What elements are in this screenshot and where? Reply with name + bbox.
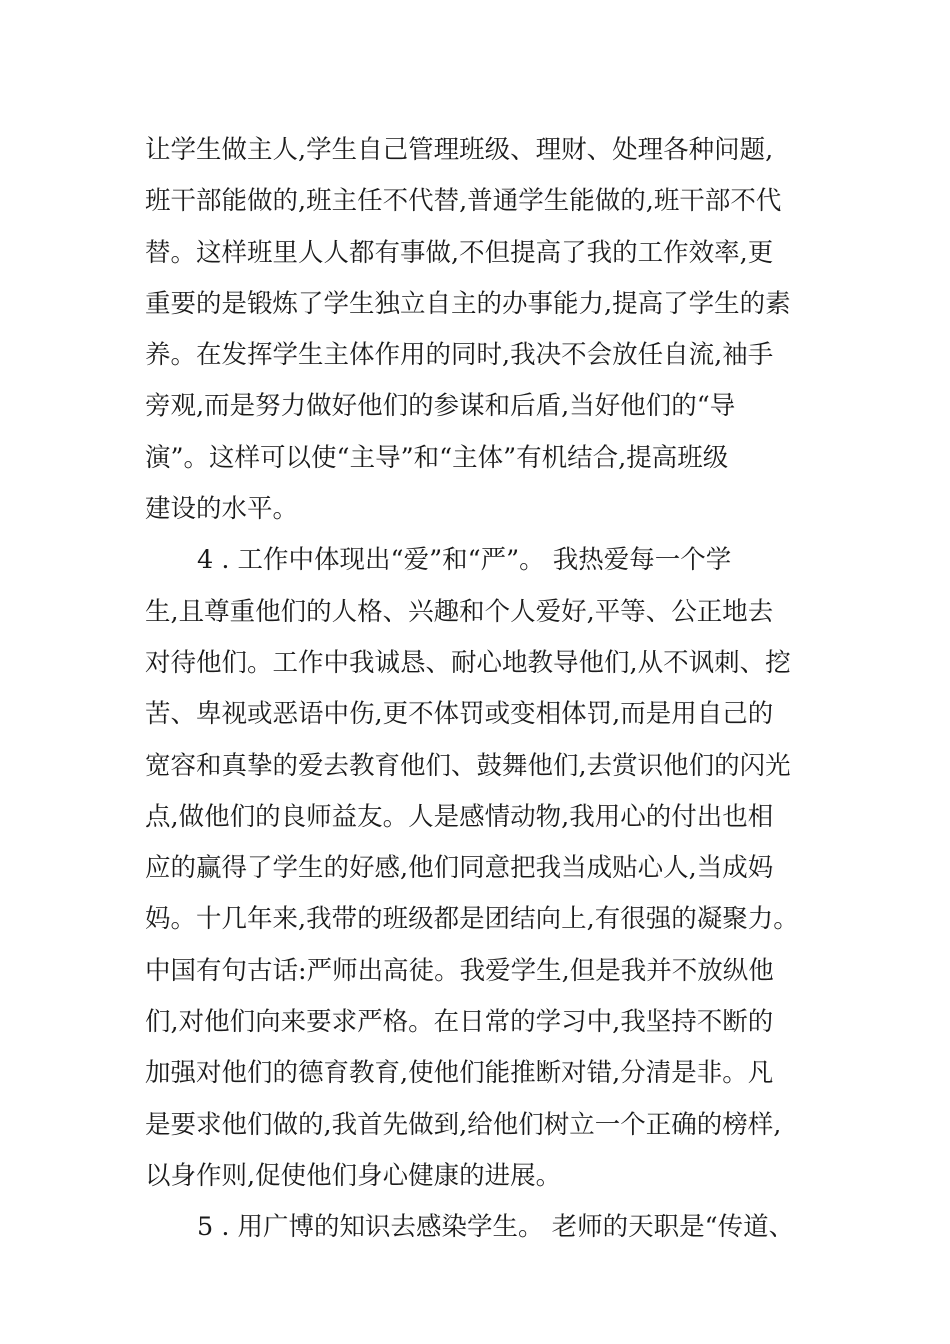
text-line: 养。在发挥学生主体作用的同时,我决不会放任自流,袖手: [145, 340, 774, 371]
paragraph-4-heading-line: 4 . 工作中体现出“爱”和“严”。 我热爱每一个学: [197, 545, 732, 576]
text-line: 旁观,而是努力做好他们的参谋和后盾,当好他们的“导: [145, 391, 736, 422]
text-line: 点,做他们的良师益友。人是感情动物,我用心的付出也相: [145, 801, 774, 832]
text-line: 们,对他们向来要求严格。在日常的学习中,我坚持不断的: [145, 1007, 774, 1038]
paragraph-5-heading-line: 5 . 用广博的知识去感染学生。 老师的天职是“传道、: [197, 1212, 795, 1243]
text-line: 妈。十几年来,我带的班级都是团结向上,有很强的凝聚力。: [145, 904, 799, 935]
text-line: 重要的是锻炼了学生独立自主的办事能力,提高了学生的素: [145, 288, 791, 319]
text-line: 演”。这样可以使“主导”和“主体”有机结合,提高班级: [145, 442, 729, 473]
text-line: 宽容和真挚的爱去教育他们、鼓舞他们,去赏识他们的闪光: [145, 750, 791, 781]
text-line: 替。这样班里人人都有事做,不但提高了我的工作效率,更: [145, 237, 774, 268]
text-line: 生,且尊重他们的人格、兴趣和个人爱好,平等、公正地去: [145, 596, 774, 627]
text-line: 班干部能做的,班主任不代替,普通学生能做的,班干部不代: [145, 186, 782, 217]
text-line: 中国有句古话:严师出高徒。我爱学生,但是我并不放纵他: [145, 955, 774, 986]
text-line: 以身作则,促使他们身心健康的进展。: [145, 1160, 562, 1191]
text-line: 让学生做主人,学生自己管理班级、理财、处理各种问题,: [145, 135, 774, 165]
text-line: 苦、卑视或恶语中伤,更不体罚或变相体罚,而是用自己的: [145, 699, 774, 730]
text-line: 加强对他们的德育教育,使他们能推断对错,分清是非。凡: [145, 1058, 774, 1089]
text-line: 建设的水平。: [145, 494, 299, 525]
text-line: 对待他们。工作中我诚恳、耐心地教导他们,从不讽刺、挖: [145, 647, 791, 678]
text-line: 应的赢得了学生的好感,他们同意把我当成贴心人,当成妈: [145, 853, 774, 884]
body-text: [145, 125, 835, 1254]
text-line: 是要求他们做的,我首先做到,给他们树立一个正确的榜样,: [145, 1109, 782, 1140]
